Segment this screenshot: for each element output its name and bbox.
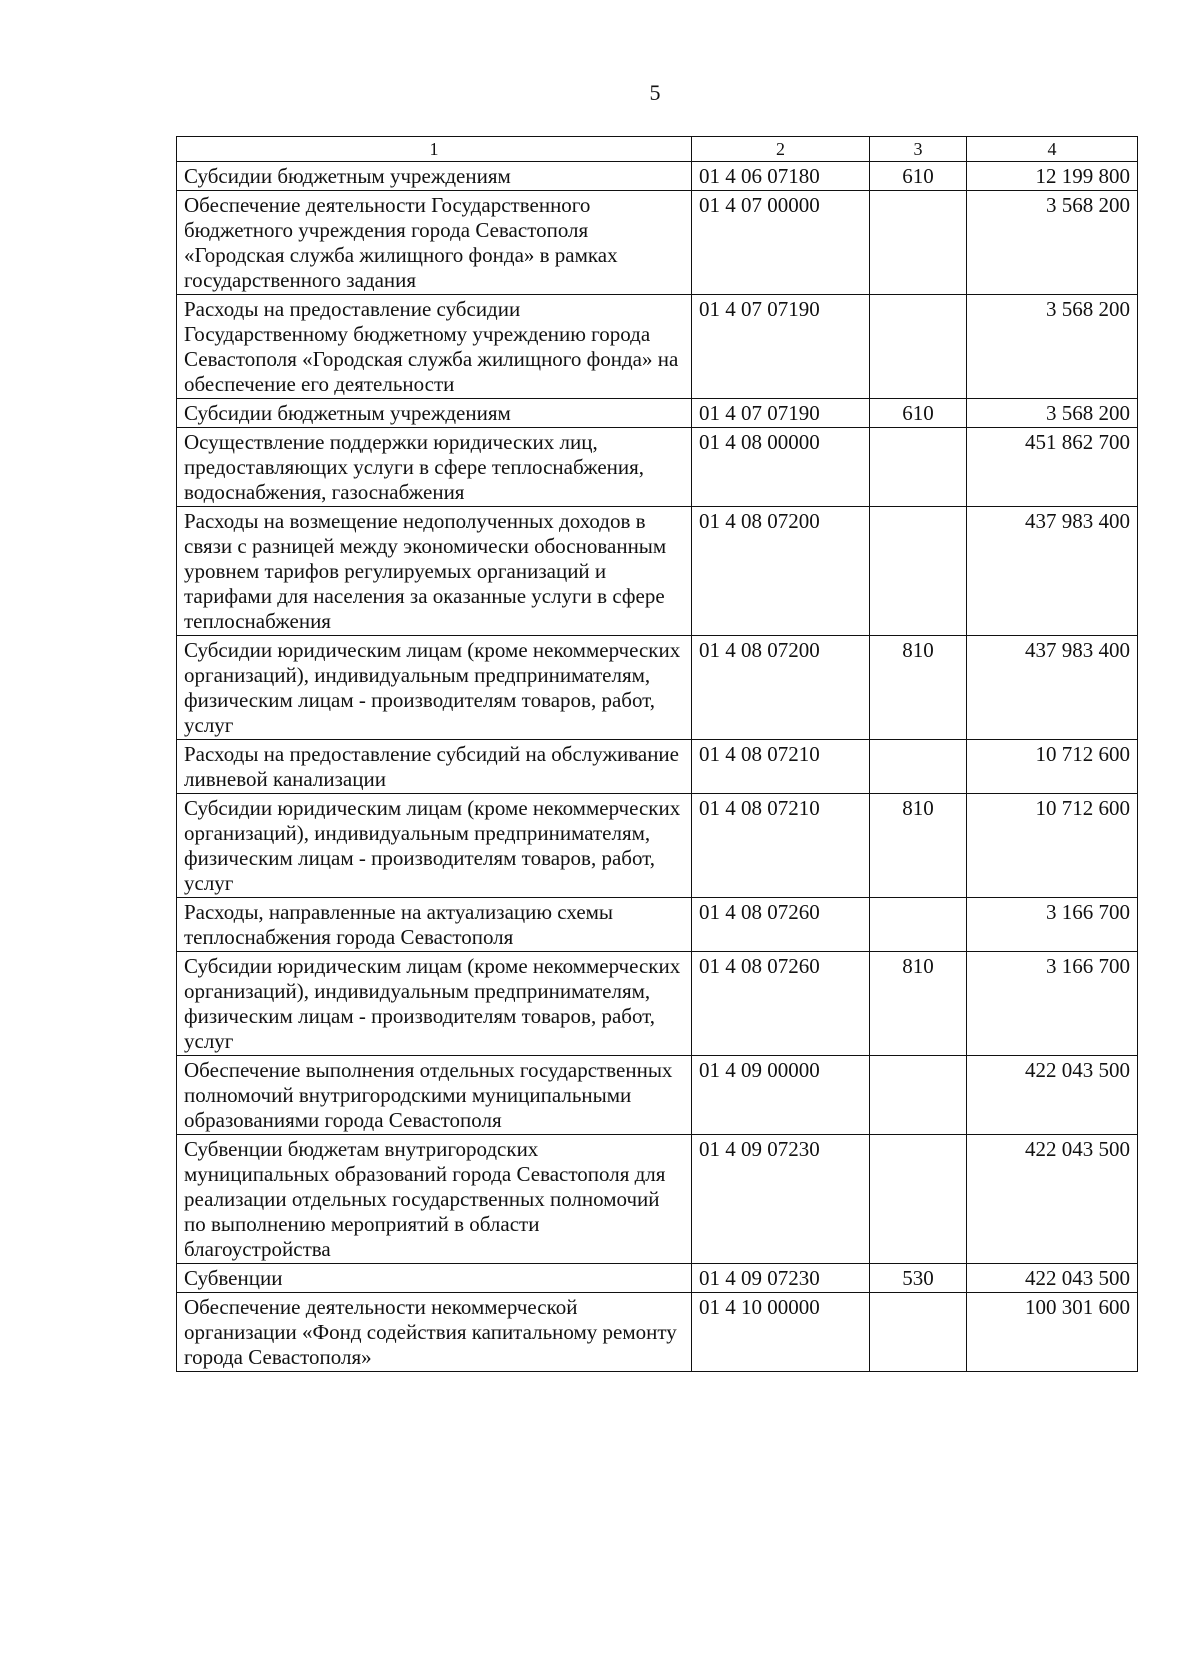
row-name-cell: Субсидии юридическим лицам (кроме некоммерческих организаций), индивидуальным предпринимателям, физическим лицам - производителям товаров, работ, услуг (177, 636, 692, 740)
row-expense-type-cell (870, 428, 967, 507)
row-name-cell: Расходы на предоставление субсидии Государственному бюджетному учреждению города Севастополя «Городская служба жилищного фонда» на обеспечение его деятельности (177, 295, 692, 399)
row-name-cell: Субсидии бюджетным учреждениям (177, 162, 692, 191)
row-expense-type-cell (870, 898, 967, 952)
table-row (177, 428, 1138, 507)
row-code-cell: 01 4 08 07200 (692, 507, 870, 636)
row-name-cell: Расходы, направленные на актуализацию схемы теплоснабжения города Севастополя (177, 898, 692, 952)
row-name-cell: Субсидии юридическим лицам (кроме некоммерческих организаций), индивидуальным предпринимателям, физическим лицам - производителям товаров, работ, услуг (177, 952, 692, 1056)
row-amount-cell: 437 983 400 (967, 507, 1138, 636)
table-header-row (177, 137, 1138, 162)
page-number: 5 (649, 80, 661, 105)
row-name-cell: Обеспечение деятельности некоммерческой организации «Фонд содействия капитальному ремонту города Севастополя» (177, 1293, 692, 1372)
row-amount-cell: 422 043 500 (967, 1264, 1138, 1293)
table-row (177, 162, 1138, 191)
row-code-cell: 01 4 07 07190 (692, 399, 870, 428)
row-code-cell: 01 4 07 07190 (692, 295, 870, 399)
row-expense-type-cell: 530 (870, 1264, 967, 1293)
row-code-cell: 01 4 09 07230 (692, 1135, 870, 1264)
row-expense-type-cell: 810 (870, 794, 967, 898)
row-expense-type-cell: 610 (870, 399, 967, 428)
row-amount-cell: 3 166 700 (967, 898, 1138, 952)
budget-table (176, 136, 1138, 1372)
row-expense-type-cell (870, 740, 967, 794)
row-name-cell: Субсидии юридическим лицам (кроме некоммерческих организаций), индивидуальным предпринимателям, физическим лицам - производителям товаров, работ, услуг (177, 794, 692, 898)
row-amount-cell: 3 568 200 (967, 191, 1138, 295)
row-amount-cell: 10 712 600 (967, 740, 1138, 794)
row-code-cell: 01 4 08 07200 (692, 636, 870, 740)
row-expense-type-cell: 810 (870, 952, 967, 1056)
table-row (177, 794, 1138, 898)
row-code-cell: 01 4 08 07260 (692, 898, 870, 952)
table-row (177, 1293, 1138, 1372)
row-code-cell: 01 4 08 07260 (692, 952, 870, 1056)
header-cell: 3 (870, 137, 967, 162)
row-expense-type-cell (870, 507, 967, 636)
row-code-cell: 01 4 08 00000 (692, 428, 870, 507)
header-cell: 1 (177, 137, 692, 162)
table-row (177, 1264, 1138, 1293)
row-name-cell: Обеспечение выполнения отдельных государственных полномочий внутригородскими муниципальными образованиями города Севастополя (177, 1056, 692, 1135)
table-row (177, 952, 1138, 1056)
row-amount-cell: 12 199 800 (967, 162, 1138, 191)
table-row (177, 399, 1138, 428)
row-name-cell: Обеспечение деятельности Государственного бюджетного учреждения города Севастополя «Городская служба жилищного фонда» в рамках государственного задания (177, 191, 692, 295)
header-cell: 2 (692, 137, 870, 162)
row-name-cell: Субвенции бюджетам внутригородских муниципальных образований города Севастополя для реализации отдельных государственных полномочий по выполнению мероприятий в области благоустройства (177, 1135, 692, 1264)
row-code-cell: 01 4 06 07180 (692, 162, 870, 191)
row-expense-type-cell: 810 (870, 636, 967, 740)
row-expense-type-cell (870, 1135, 967, 1264)
row-amount-cell: 437 983 400 (967, 636, 1138, 740)
row-amount-cell: 3 568 200 (967, 399, 1138, 428)
row-name-cell: Расходы на возмещение недополученных доходов в связи с разницей между экономически обоснованным уровнем тарифов регулируемых организаций и тарифами для населения за оказанные услуги в сфере теплоснабжения (177, 507, 692, 636)
table-row (177, 636, 1138, 740)
row-name-cell: Расходы на предоставление субсидий на обслуживание ливневой канализации (177, 740, 692, 794)
row-expense-type-cell (870, 1293, 967, 1372)
table-row (177, 507, 1138, 636)
table-row (177, 1135, 1138, 1264)
row-amount-cell: 3 568 200 (967, 295, 1138, 399)
row-expense-type-cell (870, 1056, 967, 1135)
row-code-cell: 01 4 09 07230 (692, 1264, 870, 1293)
row-name-cell: Субсидии бюджетным учреждениям (177, 399, 692, 428)
row-code-cell: 01 4 08 07210 (692, 794, 870, 898)
table-row (177, 740, 1138, 794)
table-row (177, 898, 1138, 952)
table-row (177, 191, 1138, 295)
row-name-cell: Субвенции (177, 1264, 692, 1293)
row-amount-cell: 3 166 700 (967, 952, 1138, 1056)
row-expense-type-cell (870, 191, 967, 295)
table-row (177, 1056, 1138, 1135)
row-expense-type-cell: 610 (870, 162, 967, 191)
row-name-cell: Осуществление поддержки юридических лиц, предоставляющих услуги в сфере теплоснабжения, водоснабжения, газоснабжения (177, 428, 692, 507)
row-amount-cell: 451 862 700 (967, 428, 1138, 507)
row-code-cell: 01 4 07 00000 (692, 191, 870, 295)
table-row (177, 295, 1138, 399)
row-code-cell: 01 4 10 00000 (692, 1293, 870, 1372)
header-cell: 4 (967, 137, 1138, 162)
row-amount-cell: 10 712 600 (967, 794, 1138, 898)
row-amount-cell: 422 043 500 (967, 1135, 1138, 1264)
row-amount-cell: 100 301 600 (967, 1293, 1138, 1372)
row-amount-cell: 422 043 500 (967, 1056, 1138, 1135)
row-expense-type-cell (870, 295, 967, 399)
row-code-cell: 01 4 09 00000 (692, 1056, 870, 1135)
row-code-cell: 01 4 08 07210 (692, 740, 870, 794)
